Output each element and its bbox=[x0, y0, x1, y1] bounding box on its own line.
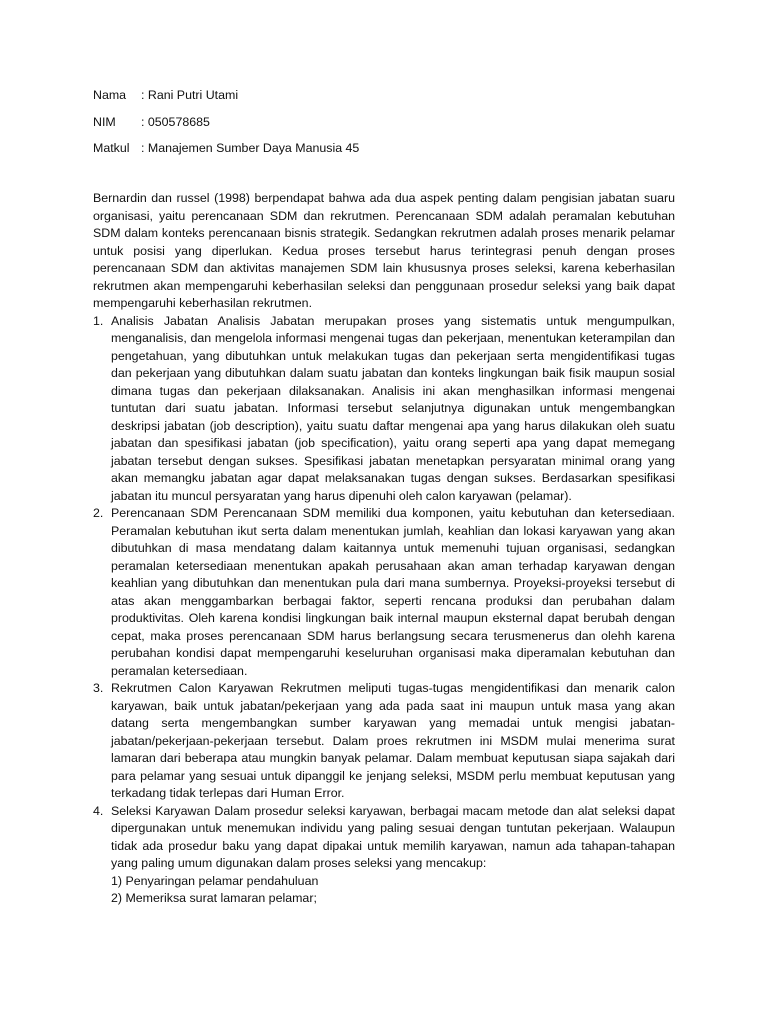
list-item-text: Perencanaan SDM Perencanaan SDM memiliki dua komponen, yaitu kebutuhan dan ketersediaan. Peramalan kebutuhan ikut serta dalam menentukan jumlah, keahlian dan lokasi karyawan yang akan dibutuhkan di masa mendatang dalam kaitannya untuk memenuhi tujuan organisasi, sedangkan peramalan ketersediaan menentukan apakah perusahaan akan aman terhadap karyawan dengan keahlian yang dibutuhkan dan menentukan pula dari mana sumbernya. Proyeksi-proyeksi tersebut di atas akan menggambarkan berbagai faktor, seperti rencana produksi dan perubahan dalam produktivitas. Oleh karena kondisi lingkungan baik internal maupun eksternal dapat berubah dengan cepat, maka proses perencanaan SDM harus berlangsung secara terusmenerus dan olehh karena perubahan kondisi dapat mempengaruhi keseluruhan organisasi maka diperamalan kebutuhan dan peramalan ketersediaan. bbox=[111, 506, 675, 678]
list-item-text: Rekrutmen Calon Karyawan Rekrutmen meliputi tugas-tugas mengidentifikasi dan menarik calon karyawan, baik untuk jabatan/pekerjaan yang ada pada saat ini maupun untuk masa yang akan datang serta mengembangkan sumber karyawan yang memadai untuk mengisi jabatan-jabatan/pekerjaan-pekerjaan tersebut. Dalam proes rekrutmen ini MSDM mulai menerima surat lamaran dari beberapa atau mungkin banyak pelamar. Dalam membuat keputusan siapa sajakah dari para pelamar yang sesuai untuk dipanggil ke jenjang seleksi, MSDM perlu membuat keputusan yang terkadang tidak terlepas dari Human Error. bbox=[111, 681, 675, 800]
intro-paragraph: Bernardin dan russel (1998) berpendapat bahwa ada dua aspek penting dalam pengisian jabatan suaru organisasi, yaitu perencanaan SDM dan rekrutmen. Perencanaan SDM adalah peramalan kebutuhan SDM dalam konteks perencanaan bisnis strategik. Sedangkan rekrutmen adalah proses menarik pelamar untuk posisi yang diperlukan. Kedua proses tersebut harus terintegrasi penuh dengan proses perencanaan SDM dan aktivitas manajemen SDM lain khususnya proses seleksi, karena keberhasilan rekrutmen akan mempengaruhi keberhasilan seleksi dan penggunaan prosedur seleksi yang baik dapat mempengaruhi keberhasilan rekrutmen. bbox=[93, 191, 675, 310]
student-info bbox=[93, 87, 693, 167]
list-number: 3. bbox=[93, 681, 104, 695]
list-item-text: Seleksi Karyawan Dalam prosedur seleksi karyawan, berbagai macam metode dan alat seleksi dapat dipergunakan untuk menemukan individu yang paling sesuai dengan tuntutan pekerjaan. Walaupun tidak ada prosedur baku yang dapat dipakai untuk memilih karyawan, namun ada tahapan-tahapan yang paling umum digunakan dalam proses seleksi yang mencakup: bbox=[111, 803, 675, 870]
list-item bbox=[93, 505, 675, 680]
info-row-nim bbox=[93, 114, 693, 141]
sub-item: 2) Memeriksa surat lamaran pelamar; bbox=[111, 891, 317, 905]
matkul-label: Matkul bbox=[93, 141, 130, 155]
list-number: 1. bbox=[93, 313, 104, 328]
nama-value: : Rani Putri Utami bbox=[141, 88, 239, 102]
list-item bbox=[93, 680, 675, 803]
document-body bbox=[93, 190, 675, 908]
info-row-nama bbox=[93, 87, 693, 114]
list-number: 2. bbox=[93, 506, 104, 520]
sub-item: 1) Penyaringan pelamar pendahuluan bbox=[111, 873, 319, 888]
nama-label: Nama bbox=[93, 88, 127, 102]
list-item bbox=[93, 803, 675, 908]
nim-label: NIM bbox=[93, 114, 116, 129]
numbered-list bbox=[93, 313, 675, 908]
list-item-text: Analisis Jabatan Analisis Jabatan merupakan proses yang sistematis untuk mengumpulkan, menganalisis, dan mengelola informasi mengenai tugas dan pekerjaan, menentukan keterampilan dan pengetahuan, yang dibutuhkan untuk melakukan tugas dan pekerjaan serta mengidentifikasi tugas dan pekerjaan yang dibutuhkan dalam suatu jabatan dan konteks lingkungan baik fisik maupun sosial dimana tugas dan pekerjaan dilaksanakan. Analisis ini akan menghasilkan informasi mengenai tuntutan dari suatu jabatan. Informasi tersebut selanjutnya digunakan untuk mengembangkan deskripsi jabatan (job description), yaitu suatu daftar mengenai apa yang harus dilakukan oleh suatu jabatan dan spesifikasi jabatan (job specification), yaitu orang seperti apa yang dapat memegang jabatan tersebut dengan sukses. Spesifikasi jabatan menetapkan persyaratan minimal orang yang akan memangku jabatan agar dapat melaksanakan tugas dengan sukses. Berdasarkan spesifikasi jabatan itu muncul persyaratan yang harus dipenuhi oleh calon karyawan (pelamar). bbox=[111, 313, 675, 503]
info-row-matkul bbox=[93, 140, 693, 167]
matkul-value: : Manajemen Sumber Daya Manusia 45 bbox=[141, 141, 360, 155]
nim-value: : 050578685 bbox=[141, 114, 210, 129]
list-number: 4. bbox=[93, 803, 104, 818]
list-item bbox=[93, 313, 675, 506]
